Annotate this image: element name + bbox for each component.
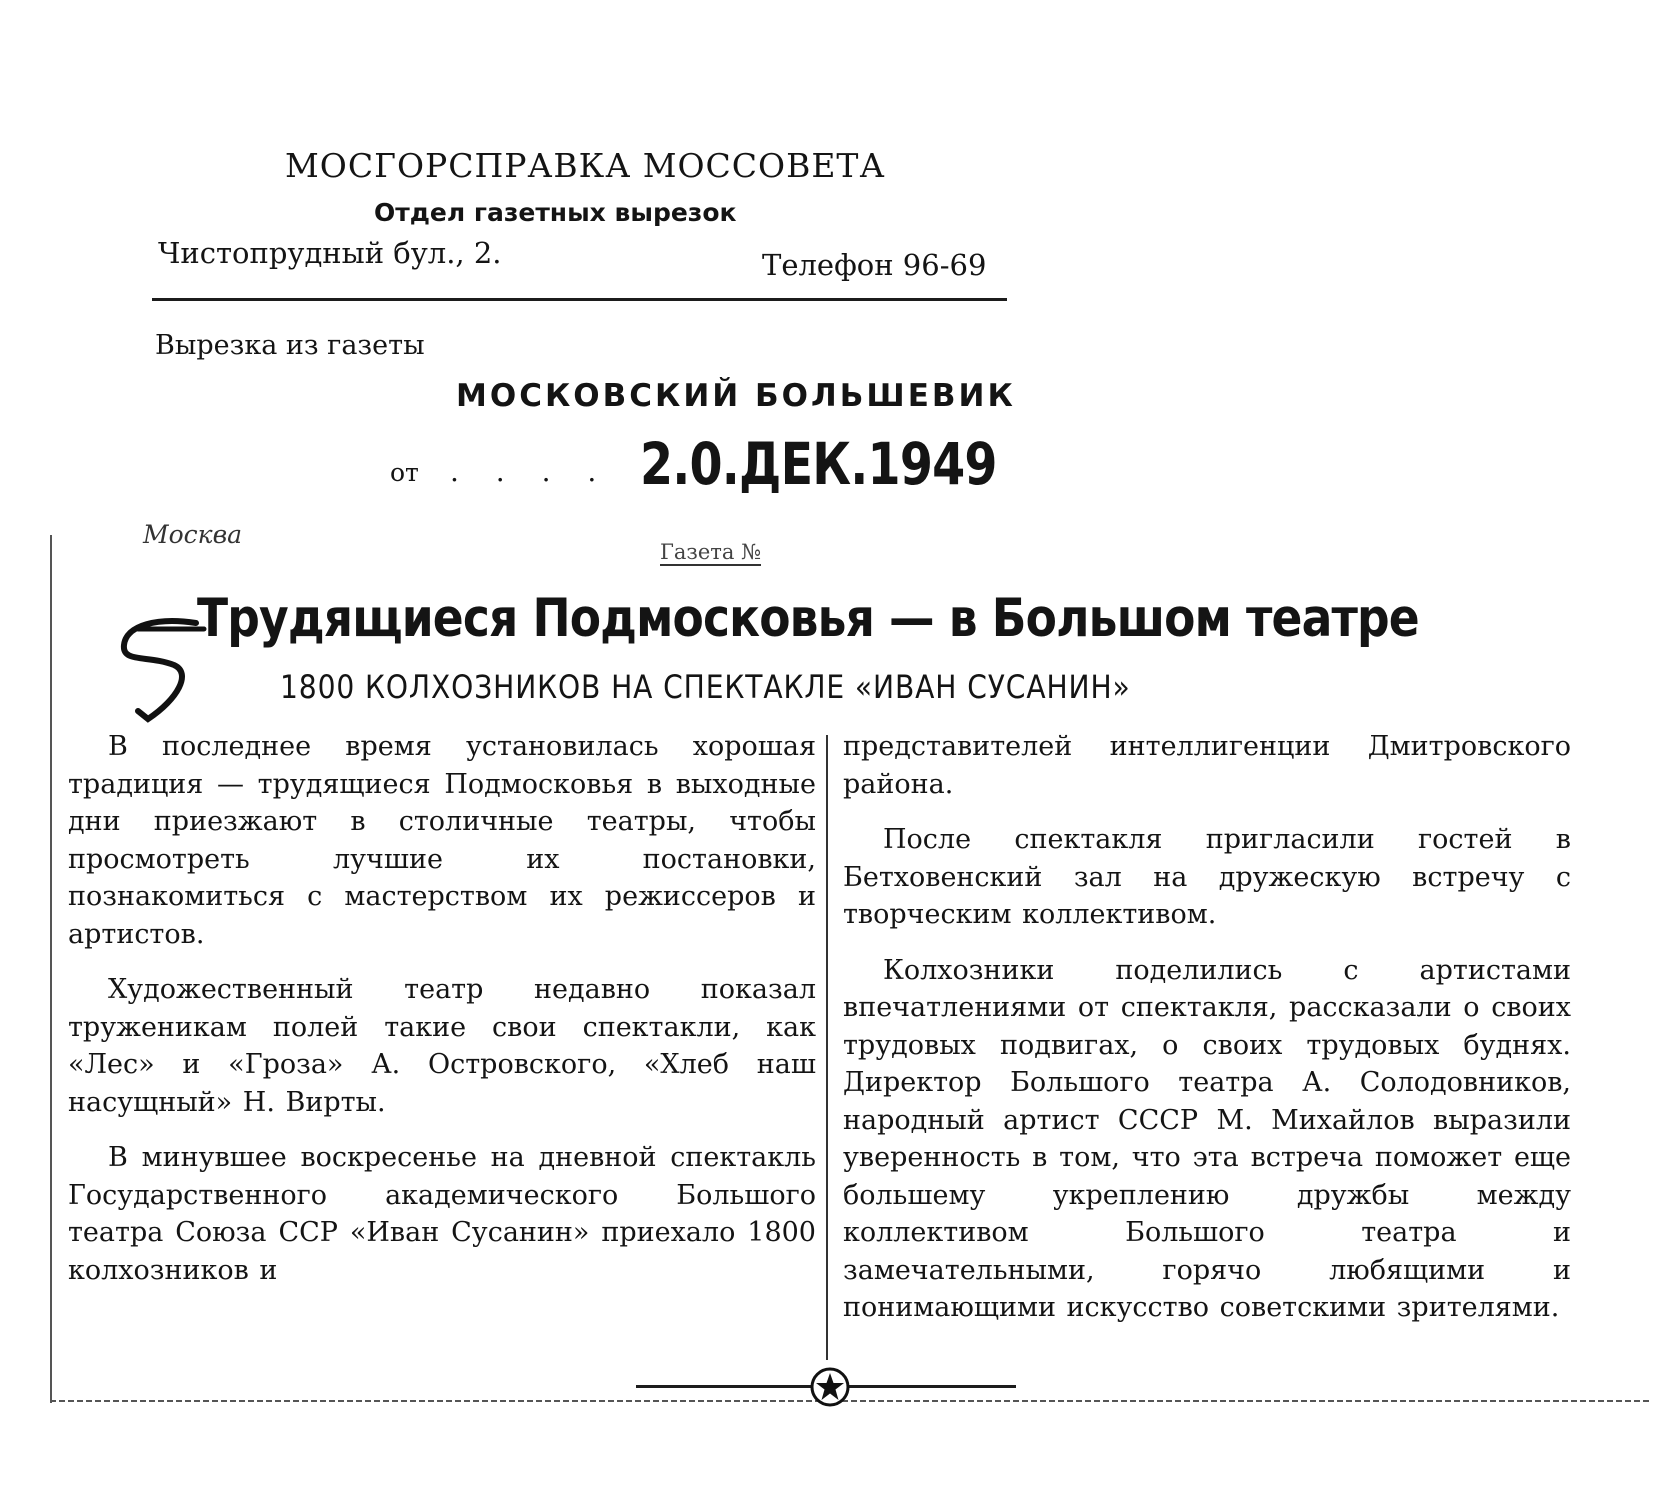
paragraph: После спектакля пригласили гостей в Бетховенский зал на дружескую встречу с творческим коллективом.	[843, 824, 1571, 930]
org-name: МОСГОРСПРАВКА МОССОВЕТА	[285, 146, 886, 185]
clipping-left-edge	[50, 535, 52, 1403]
clipping-bottom-edge	[50, 1400, 1650, 1402]
clipping-label: Вырезка из газеты	[155, 330, 425, 361]
address: Чистопрудный бул., 2.	[158, 236, 502, 270]
paragraph: В последнее время установилась хорошая традиция — трудящиеся Подмосковья в выходные дни приезжают в столичные театры, чтобы просмотреть лучшие их постановки, познакомиться с мастерством их режиссеров и артистов.	[68, 731, 816, 950]
column-divider	[826, 735, 828, 1360]
paragraph: Колхозники поделились с артистами впечатлениями от спектакля, рассказали о своих трудовых подвигах, о своих трудовых буднях. Директор Большого театра А. Солодовников, народный артист СССР М. Михайлов выразили уверенность в том, что эта встреча поможет еще большему укреплению дружбы между коллективом Большого театра и замечательными, горячо любящими и понимающими искусство советскими зрителями.	[843, 954, 1571, 1323]
date-stamp: 2.0.ДЕК.1949	[640, 430, 997, 498]
phone: Телефон 96-69	[762, 248, 987, 282]
star-icon	[810, 1367, 850, 1407]
issue-label: Газета №	[660, 540, 761, 564]
article-headline: Трудящиеся Подмосковья — в Большом театре	[197, 588, 1419, 649]
paragraph: В минувшее воскресенье на дневной спектакль Государственного академического Большого театра Союза ССР «Иван Сусанин» приехало 1800 колхозников и	[68, 1142, 816, 1286]
article-column-1	[68, 728, 816, 1307]
newspaper-name: МОСКОВСКИЙ БОЛЬШЕВИК	[456, 378, 1016, 414]
paragraph: представителей интеллигенции Дмитровского района.	[843, 731, 1571, 800]
city: Москва	[143, 520, 243, 549]
department-name: Отдел газетных вырезок	[374, 198, 737, 227]
date-dots: . . . .	[450, 455, 611, 488]
article-subheadline: 1800 КОЛХОЗНИКОВ НА СПЕКТАКЛЕ «ИВАН СУСАНИН»	[280, 668, 1131, 706]
header-rule	[152, 298, 1007, 301]
pencil-mark-icon	[118, 615, 208, 725]
date-prefix: от	[390, 458, 419, 487]
paragraph: Художественный театр недавно показал труженикам полей такие свои спектакли, как «Лес» и «Гроза» А. Островского, «Хлеб наш насущный» Н. Вирты.	[68, 974, 816, 1118]
article-column-2	[843, 728, 1571, 1345]
